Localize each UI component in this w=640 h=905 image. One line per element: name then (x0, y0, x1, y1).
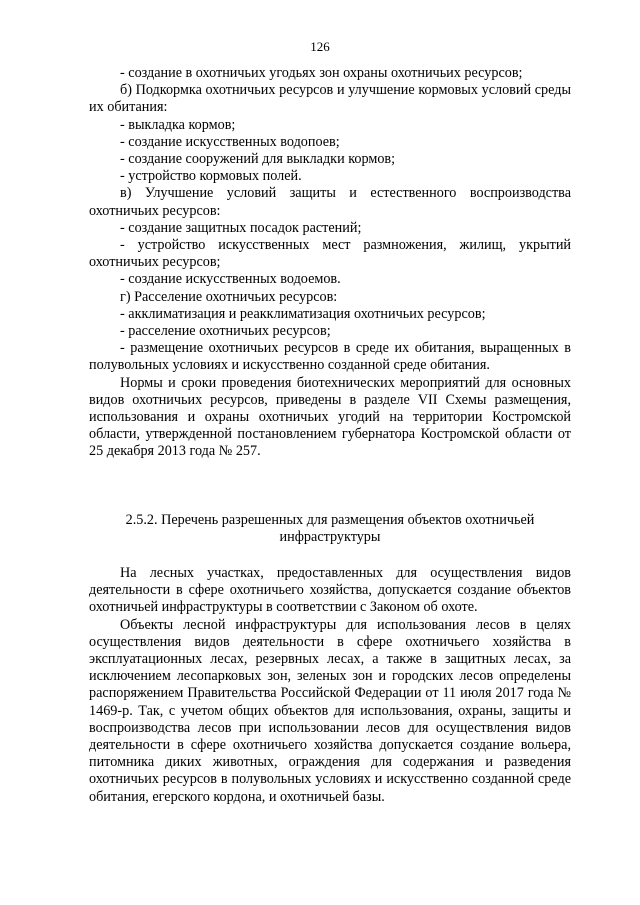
paragraph: - создание защитных посадок растений; (120, 219, 362, 236)
paragraph: - акклиматизация и реакклиматизация охотничьих ресурсов; (120, 305, 486, 322)
paragraph: - создание искусственных водоемов. (120, 271, 341, 288)
paragraph: Объекты лесной инфраструктуры для использования лесов в целях осуществления видов деятельности в сфере охотничьего хозяйства в эксплуатационных лесах, резервных лесах, а также в защитных лесах, за исключением лесопарковых зон, зеленых зон и городских лесов определены распоряжением Правительства Российской Федерации от 11 июля 2017 года № 1469-р. Так, с учетом общих объектов для использования, охраны, защиты и воспроизводства лесов при использовании лесов для осуществления видов деятельности в сфере охотничьего хозяйства допускается создание вольера, питомника диких животных, ограждения для содержания и разведения охотничьих ресурсов в полувольных условиях и искусственно созданной среде обитания, егерского кордона, и охотничьей базы. (89, 616, 571, 805)
measures-list (89, 65, 571, 461)
section-heading-line1: 2.5.2. Перечень разрешенных для размещения объектов охотничьей (125, 512, 535, 528)
paragraph: - устройство кормовых полей. (120, 168, 302, 185)
paragraph: - расселение охотничьих ресурсов; (120, 323, 331, 340)
paragraph: - создание в охотничьих угодьях зон охраны охотничьих ресурсов; (120, 65, 523, 81)
paragraph: Нормы и сроки проведения биотехнических мероприятий для основных видов охотничьих ресурсов, приведены в разделе VII Схемы размещения, использования и охраны охотничьих угодий на территории Костромской области, утвержденной постановлением губернатора Костромской области от 25 декабря 2013 года № 257. (89, 374, 571, 460)
section-heading (89, 512, 571, 546)
paragraph: - создание сооружений для выкладки кормов; (120, 151, 396, 168)
paragraph: - выкладка кормов; (120, 116, 236, 133)
infrastructure-text (89, 565, 571, 806)
paragraph: На лесных участках, предоставленных для осуществления видов деятельности в сфере охотничьего хозяйства, допускается создание объектов охотничьей инфраструктуры в соответствии с Законом об охоте. (89, 565, 571, 616)
section-heading-line2: инфраструктуры (279, 529, 381, 546)
paragraph: - создание искусственных водопоев; (120, 133, 340, 150)
paragraph: б) Подкормка охотничьих ресурсов и улучшение кормовых условий среды их обитания: (89, 82, 571, 116)
paragraph: - размещение охотничьих ресурсов в среде их обитания, выращенных в полувольных условиях и искусственно созданной среде обитания. (89, 340, 571, 374)
paragraph: - устройство искусственных мест размножения, жилищ, укрытий охотничьих ресурсов; (89, 237, 571, 271)
paragraph: г) Расселение охотничьих ресурсов: (120, 288, 338, 305)
page-number: 126 (310, 39, 330, 54)
paragraph: в) Улучшение условий защиты и естественного воспроизводства охотничьих ресурсов: (89, 185, 571, 219)
